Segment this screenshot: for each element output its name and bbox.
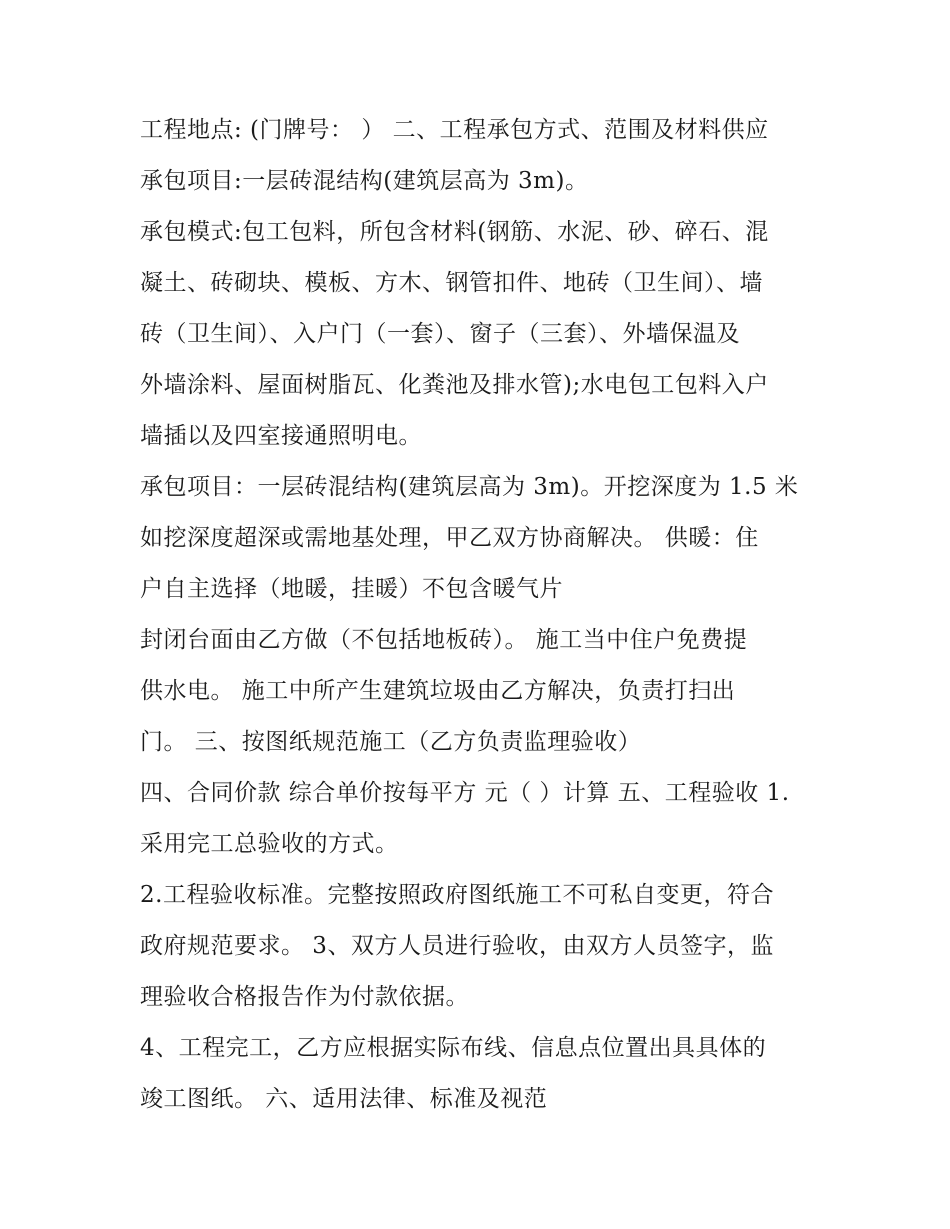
text-line-15: 采用完工总验收的方式。 xyxy=(140,831,399,857)
text-line-19: 4、工程完工，乙方应根据实际布线、信息点位置出具具体的 xyxy=(140,1035,767,1061)
text-line-8: 承包项目：一层砖混结构(建筑层高为 3m)。开挖深度为 1.5 米 xyxy=(140,474,799,500)
text-line-2: 承包项目:一层砖混结构(建筑层高为 3m)。 xyxy=(140,168,589,194)
text-line-7: 墙插以及四室接通照明电。 xyxy=(140,423,422,449)
text-line-10: 户自主选择（地暖，挂暖）不包含暖气片 xyxy=(140,576,563,602)
document-body xyxy=(140,108,820,1128)
text-line-3: 承包模式:包工包料，所包含材料(钢筋、水泥、砂、碎石、混 xyxy=(140,219,769,245)
text-line-1: 工程地点: (门牌号： ） 二、工程承包方式、范围及材料供应 xyxy=(140,117,769,143)
text-line-18: 理验收合格报告作为付款依据。 xyxy=(140,984,469,1010)
text-line-16: 2.工程验收标准。完整按照政府图纸施工不可私自变更，符合 xyxy=(140,882,774,908)
text-line-13: 门。 三、按图纸规范施工（乙方负责监理验收） xyxy=(140,729,642,755)
text-line-5: 砖（卫生间）、入户门（一套）、窗子（三套）、外墙保温及 xyxy=(140,321,740,347)
text-line-6: 外墙涂料、屋面树脂瓦、化粪池及排水管);水电包工包料入户 xyxy=(140,372,769,398)
text-line-4: 凝土、砖砌块、模板、方木、钢管扣件、地砖（卫生间）、墙 xyxy=(140,270,763,296)
text-line-20: 竣工图纸。 六、适用法律、标准及视范 xyxy=(140,1086,548,1112)
text-line-9: 如挖深度超深或需地基处理，甲乙双方协商解决。 供暖：住 xyxy=(140,525,759,551)
text-line-14: 四、合同价款 综合单价按每平方 元（ ）计算 五、工程验收 1. xyxy=(140,780,790,806)
text-line-11: 封闭台面由乙方做（不包括地板砖）。 施工当中住户免费提 xyxy=(140,627,748,653)
text-line-17: 政府规范要求。 3、双方人员进行验收，由双方人员签字，监 xyxy=(140,933,774,959)
text-line-12: 供水电。 施工中所产生建筑垃圾由乙方解决，负责打扫出 xyxy=(140,678,736,704)
